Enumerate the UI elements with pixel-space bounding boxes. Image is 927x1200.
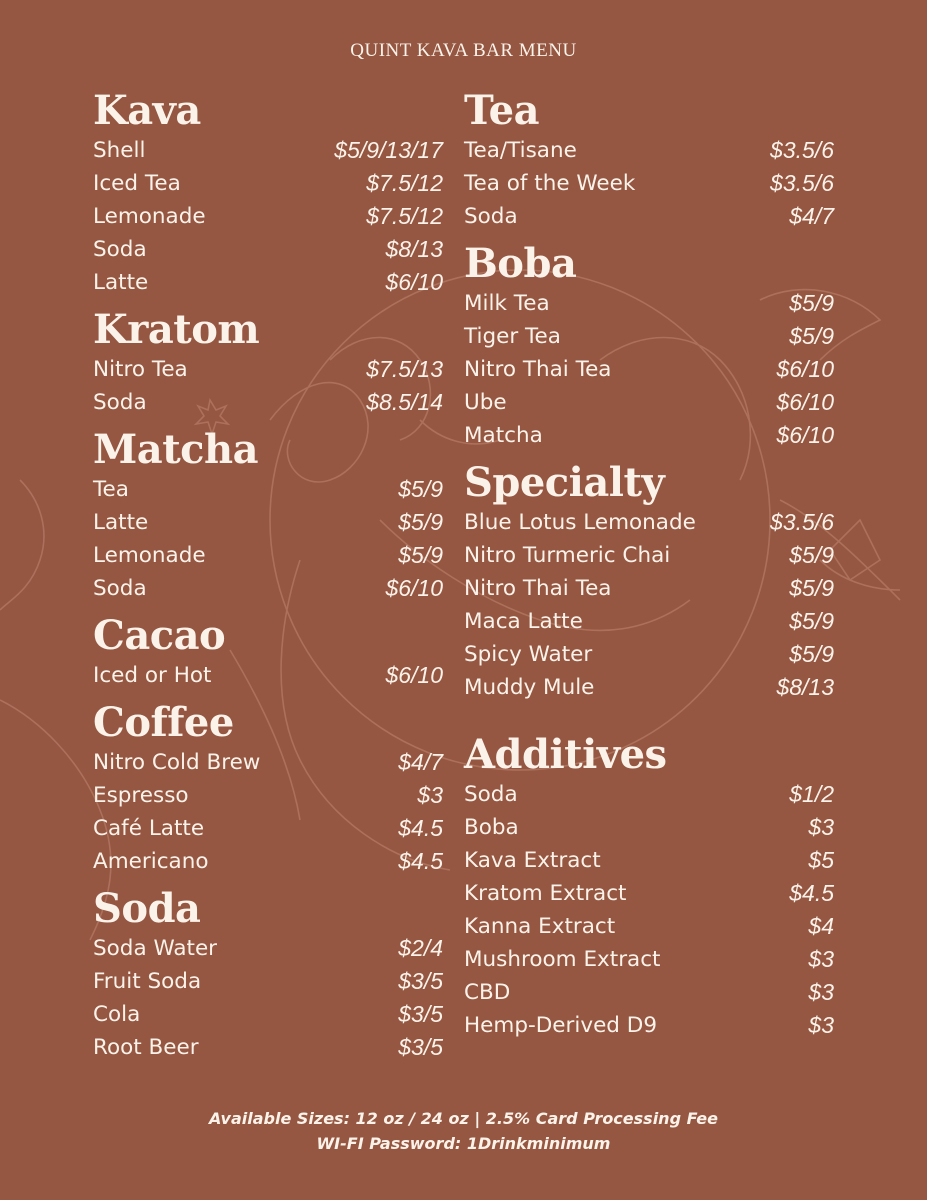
menu-item (93, 845, 443, 878)
menu-item-price: $3.5/6 (770, 137, 834, 163)
menu-item-price: $6/10 (776, 422, 834, 448)
menu-item-name: Tea/Tisane (464, 138, 577, 163)
menu-title: QUINT KAVA BAR MENU (350, 40, 577, 61)
menu-item-name: Nitro Turmeric Chai (464, 543, 671, 568)
section-heading: Soda (93, 885, 201, 932)
footer-wifi-password: WI-FI Password: 1Drinkminimum (316, 1134, 611, 1153)
menu-item-name: Blue Lotus Lemonade (464, 510, 696, 535)
menu-item-price: $5/9 (789, 323, 834, 349)
menu-item (93, 134, 443, 167)
menu-item-price: $5/9 (398, 476, 443, 502)
menu-item-price: $4.5 (789, 880, 834, 906)
section-heading: Cacao (93, 612, 226, 659)
menu-item-price: $3 (808, 1012, 834, 1038)
section-soda (93, 886, 443, 1064)
menu-item (464, 605, 834, 638)
menu-item-name: Muddy Mule (464, 675, 595, 700)
section-heading: Kratom (93, 306, 260, 353)
menu-item (464, 134, 834, 167)
menu-item (93, 1031, 443, 1064)
menu-item-name: Soda (464, 782, 518, 807)
menu-item-price: $8/13 (385, 236, 443, 262)
menu-item-name: Iced or Hot (93, 663, 212, 688)
menu-item (464, 419, 834, 452)
section-matcha (93, 427, 443, 605)
menu-item-name: Nitro Thai Tea (464, 576, 612, 601)
menu-item (464, 539, 834, 572)
menu-item-price: $5/9/13/17 (334, 137, 443, 163)
section-heading: Boba (464, 240, 577, 287)
menu-item-name: Soda (93, 390, 147, 415)
menu-item-name: Soda (93, 237, 147, 262)
section-heading: Specialty (464, 459, 665, 506)
menu-item (464, 638, 834, 671)
section-cacao (93, 613, 443, 692)
menu-item-name: Kratom Extract (464, 881, 627, 906)
menu-item-price: $5/9 (789, 542, 834, 568)
menu-item-price: $3/5 (398, 1001, 443, 1027)
menu-item (93, 506, 443, 539)
menu-item (464, 943, 834, 976)
menu-item-name: Nitro Thai Tea (464, 357, 612, 382)
menu-item-price: $3/5 (398, 968, 443, 994)
menu-item-price: $5/9 (789, 575, 834, 601)
menu-item-name: Tea of the Week (464, 171, 636, 196)
menu-item-price: $3.5/6 (770, 170, 834, 196)
menu-item-price: $8.5/14 (366, 389, 443, 415)
menu-item-name: CBD (464, 980, 511, 1005)
menu-item-name: Ube (464, 390, 507, 415)
menu-item-name: Boba (464, 815, 519, 840)
menu-item-price: $6/10 (385, 662, 443, 688)
menu-item-name: Lemonade (93, 204, 206, 229)
menu-item (464, 844, 834, 877)
menu-item (93, 266, 443, 299)
menu-item-name: Tea (93, 477, 129, 502)
menu-item-name: Shell (93, 138, 146, 163)
menu-item-price: $8/13 (776, 674, 834, 700)
menu-item-name: Fruit Soda (93, 969, 202, 994)
section-kratom (93, 307, 443, 419)
footer-sizes-note: Available Sizes: 12 oz / 24 oz | 2.5% Card Processing Fee (209, 1109, 718, 1128)
section-additives (464, 732, 834, 1042)
menu-item (464, 287, 834, 320)
menu-item-price: $4/7 (398, 749, 443, 775)
menu-item (93, 746, 443, 779)
menu-item-price: $6/10 (385, 575, 443, 601)
menu-item-name: Cola (93, 1002, 141, 1027)
section-heading: Additives (464, 731, 667, 778)
menu-item (464, 320, 834, 353)
menu-item-price: $3 (808, 814, 834, 840)
menu-item (464, 976, 834, 1009)
menu-item-name: Nitro Cold Brew (93, 750, 261, 775)
menu-item-price: $4/7 (789, 203, 834, 229)
menu-item (93, 812, 443, 845)
menu-item (464, 671, 834, 704)
menu-item (464, 200, 834, 233)
menu-item-price: $3 (808, 946, 834, 972)
menu-item (93, 779, 443, 812)
menu-item (464, 877, 834, 910)
menu-item (464, 353, 834, 386)
menu-item (464, 1009, 834, 1042)
menu-item (93, 998, 443, 1031)
menu-item-name: Soda (93, 576, 147, 601)
menu-item-name: Root Beer (93, 1035, 199, 1060)
menu-item-price: $2/4 (398, 935, 443, 961)
section-heading: Tea (464, 87, 540, 134)
section-kava (93, 88, 443, 299)
menu-item-name: Kanna Extract (464, 914, 616, 939)
menu-item-price: $5/9 (398, 509, 443, 535)
menu-item-price: $7.5/13 (366, 356, 443, 382)
menu-item-name: Hemp-Derived D9 (464, 1013, 658, 1038)
menu-item (93, 200, 443, 233)
menu-item (464, 910, 834, 943)
menu-item-name: Tiger Tea (464, 324, 561, 349)
menu-item (93, 932, 443, 965)
menu-item-price: $6/10 (776, 356, 834, 382)
menu-item-price: $4 (808, 913, 834, 939)
menu-item-price: $5/9 (789, 608, 834, 634)
menu-item-price: $3.5/6 (770, 509, 834, 535)
menu-item-name: Latte (93, 510, 149, 535)
menu-item-name: Matcha (464, 423, 543, 448)
section-tea (464, 88, 834, 233)
section-boba (464, 241, 834, 452)
menu-item (464, 778, 834, 811)
menu-item (93, 353, 443, 386)
menu-item (93, 473, 443, 506)
menu-item-name: Kava Extract (464, 848, 601, 873)
menu-item (93, 539, 443, 572)
menu-item-name: Spicy Water (464, 642, 593, 667)
menu-item-price: $5/9 (789, 290, 834, 316)
menu-item (464, 506, 834, 539)
section-heading: Coffee (93, 699, 234, 746)
menu-item-price: $7.5/12 (366, 203, 443, 229)
menu-item-price: $4.5 (398, 815, 443, 841)
menu-item-price: $7.5/12 (366, 170, 443, 196)
menu-item-price: $1/2 (789, 781, 834, 807)
menu-item-price: $3 (417, 782, 443, 808)
menu-item (93, 572, 443, 605)
menu-item-name: Nitro Tea (93, 357, 188, 382)
menu-item (93, 167, 443, 200)
menu-item-name: Maca Latte (464, 609, 583, 634)
menu-item (93, 233, 443, 266)
menu-item-price: $6/10 (776, 389, 834, 415)
menu-item (93, 965, 443, 998)
menu-item-price: $5 (808, 847, 834, 873)
menu-item (464, 386, 834, 419)
section-coffee (93, 700, 443, 878)
menu-item (464, 572, 834, 605)
menu-item-price: $6/10 (385, 269, 443, 295)
menu-item-name: Café Latte (93, 816, 205, 841)
menu-item (464, 811, 834, 844)
menu-item-name: Soda (464, 204, 518, 229)
menu-item-name: Iced Tea (93, 171, 181, 196)
section-specialty (464, 460, 834, 704)
menu-item (464, 167, 834, 200)
section-heading: Kava (93, 87, 201, 134)
menu-item-price: $3/5 (398, 1034, 443, 1060)
menu-item (93, 659, 443, 692)
right-column (464, 88, 834, 1050)
left-column (93, 88, 443, 1072)
menu-item-price: $5/9 (398, 542, 443, 568)
menu-item-price: $3 (808, 979, 834, 1005)
menu-item-name: Lemonade (93, 543, 206, 568)
menu-item-name: Latte (93, 270, 149, 295)
menu-item-price: $4.5 (398, 848, 443, 874)
menu-item-name: Americano (93, 849, 209, 874)
menu-item (93, 386, 443, 419)
menu-item-name: Espresso (93, 783, 189, 808)
menu-item-name: Milk Tea (464, 291, 550, 316)
menu-item-price: $5/9 (789, 641, 834, 667)
menu-item-name: Mushroom Extract (464, 947, 661, 972)
menu-item-name: Soda Water (93, 936, 218, 961)
section-heading: Matcha (93, 426, 259, 473)
